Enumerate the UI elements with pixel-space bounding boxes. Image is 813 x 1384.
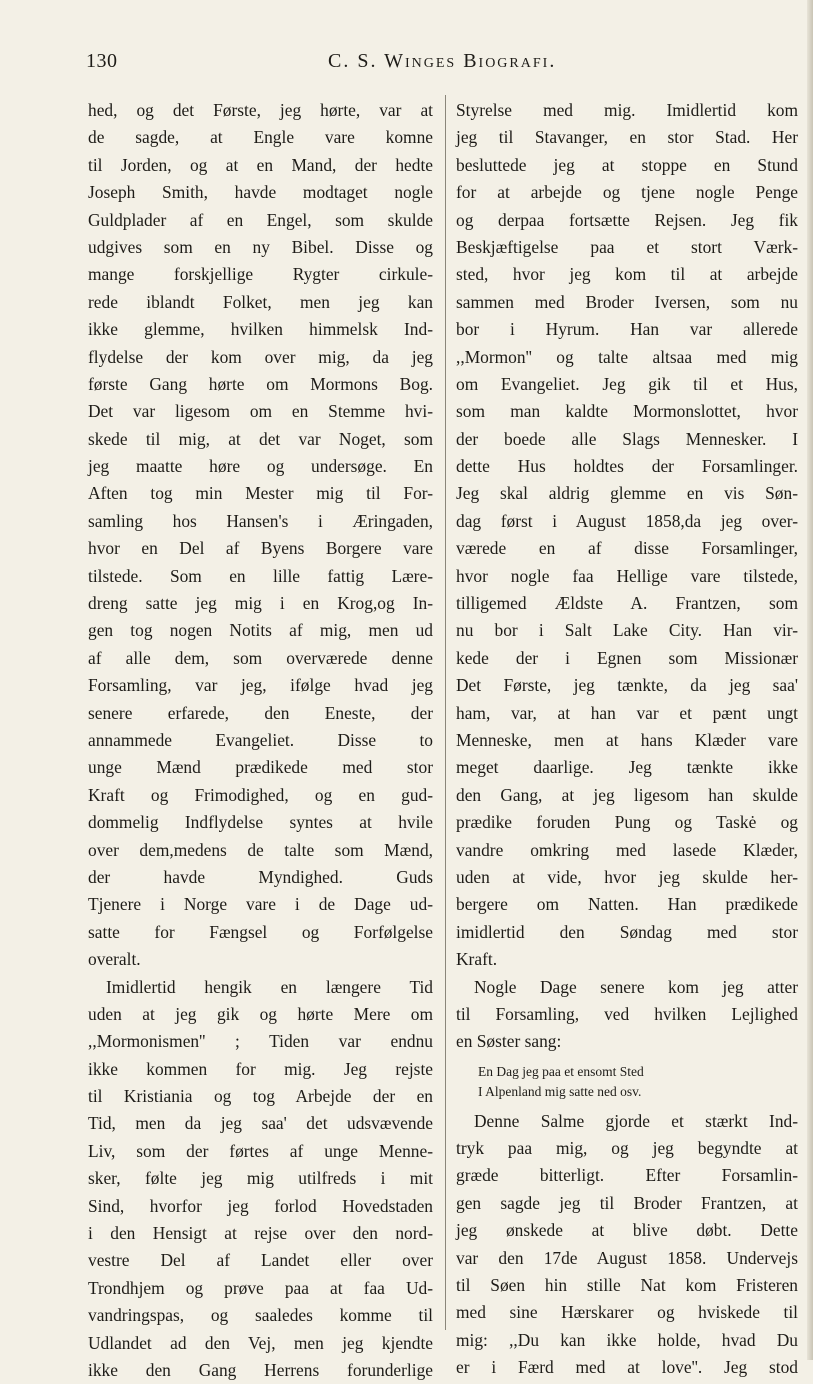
text-line: Udlandet ad den Vej, men jeg kjendte (88, 1332, 433, 1353)
text-line: annammede Evangeliet. Disse to (88, 729, 433, 750)
text-line: mig: ,,Du kan ikke holde, hvad Du (456, 1329, 798, 1350)
text-line: vandre omkring med lasede Klæder, (456, 839, 798, 860)
text-line: hvor nogle faa Hellige vare tilstede, (456, 565, 798, 586)
text-line: Aften tog min Mester mig til For- (88, 483, 433, 504)
text-line: Styrelse med mig. Imidlertid kom (456, 100, 798, 120)
text-line: græde bitterligt. Efter Forsamlin- (456, 1165, 798, 1186)
text-line: den Gang, at jeg ligesom han skulde (456, 784, 798, 805)
text-line: ham, var, at han var et pænt ungt (456, 702, 798, 723)
paragraph-end-line: en Søster sang: (456, 1031, 562, 1052)
text-line: om Evangeliet. Jeg gik til et Hus, (456, 373, 798, 394)
text-line: hvor en Del af Byens Borgere vare (88, 538, 433, 559)
text-line: var den 17de August 1858. Undervejs (456, 1247, 798, 1268)
text-line: af alle dem, som overværede denne (88, 647, 433, 668)
text-line: Forsamling, var jeg, ifølge hvad jeg (88, 675, 433, 696)
text-line: Menneske, men at hans Klæder vare (456, 729, 798, 750)
text-line: Trondhjem og prøve paa at faa Ud- (88, 1277, 433, 1298)
text-line: dag først i August 1858,da jeg over- (456, 510, 798, 531)
text-line: Det var ligesom om en Stemme hvi- (88, 401, 433, 422)
left-text-column (88, 97, 433, 1384)
text-line: Beskjæftigelse paa et stort Værk- (456, 236, 798, 257)
text-line: unge Mænd prædikede med stor (88, 757, 433, 778)
verse-line: En Dag jeg paa et ensomt Sted (478, 1063, 644, 1079)
text-line: uden at jeg gik og hørte Mere om (88, 1003, 433, 1024)
text-line: uden at vide, hvor jeg skulde her- (456, 866, 798, 887)
text-line: Guldplader af en Engel, som skulde (88, 209, 433, 230)
text-line: gen sagde jeg til Broder Frantzen, at (456, 1192, 798, 1213)
text-line: Kraft og Frimodighed, og en gud- (88, 784, 433, 805)
text-line: de sagde, at Engle vare komne (88, 127, 433, 148)
text-line: ikke glemme, hvilken himmelsk Ind- (88, 319, 433, 340)
column-divider (445, 95, 446, 1330)
text-line: dreng satte jeg mig i en Krog,og In- (88, 593, 433, 614)
text-line: bergere om Natten. Han prædikede (456, 894, 798, 915)
text-line: Sind, hvorfor jeg forlod Hovedstaden (88, 1195, 433, 1216)
text-line: vestre Del af Landet eller over (88, 1250, 433, 1271)
text-line: og derpaa fortsætte Rejsen. Jeg fik (456, 209, 798, 230)
text-line: som man kaldte Mormonslottet, hvor (456, 401, 798, 422)
page-edge-shadow (807, 0, 813, 1360)
text-line: sammen med Broder Iversen, som nu (456, 291, 798, 312)
paragraph-start-line: Imidlertid hengik en længere Tid (106, 976, 433, 997)
text-line: nu bor i Salt Lake City. Han vir- (456, 620, 798, 641)
text-line: Liv, som der førtes af unge Menne- (88, 1140, 433, 1161)
page-number: 130 (86, 50, 118, 72)
text-line: jeg til Stavanger, en stor Stad. Her (456, 127, 798, 148)
text-line: til Kristiania og tog Arbejde der en (88, 1086, 433, 1107)
text-line: i den Hensigt at rejse over den nord- (88, 1223, 433, 1244)
text-line: hed, og det Første, jeg hørte, var at (88, 100, 433, 120)
text-line: ,,Mormon'' og talte altsaa med mig (456, 346, 798, 367)
text-line: meget daarlige. Jeg tænkte ikke (456, 757, 798, 778)
running-title: C. S. Winges Biografi. (328, 50, 557, 72)
paragraph-end-line: overalt. (88, 949, 141, 970)
verse-line: I Alpenland mig satte ned osv. (478, 1083, 642, 1099)
text-line: med sine Hærskarer og hviskede til (456, 1302, 798, 1323)
text-line: der boede alle Slags Mennesker. I (456, 428, 798, 449)
text-line: Tjenere i Norge vare i de Dage ud- (88, 894, 433, 915)
text-line: sted, hvor jeg kom til at arbejde (456, 264, 798, 285)
text-line: til Søen hin stille Nat kom Fristeren (456, 1275, 798, 1296)
text-line: dette Hus holdtes der Forsamlinger. (456, 456, 798, 477)
text-line: gen tog nogen Notits af mig, men ud (88, 620, 433, 641)
text-line: flydelse der kom over mig, da jeg (88, 346, 433, 367)
text-line: ,,Mormonismen'' ; Tiden var endnu (88, 1031, 433, 1052)
text-line: ikke kommen for mig. Jeg rejste (88, 1058, 433, 1079)
text-line: Jeg skal aldrig glemme en vis Søn- (456, 483, 798, 504)
text-line: der havde Myndighed. Guds (88, 866, 433, 887)
text-line: over dem,medens de talte som Mænd, (88, 839, 433, 860)
text-line: udgives som en ny Bibel. Disse og (88, 236, 433, 257)
text-line: til Forsamling, ved hvilken Lejlighed (456, 1003, 798, 1024)
text-line: vandringspas, og saaledes komme til (88, 1305, 433, 1326)
text-line: ikke den Gang Herrens forunderlige (88, 1359, 433, 1380)
right-text-column (456, 97, 798, 1382)
text-line: senere erfarede, den Eneste, der (88, 702, 433, 723)
text-line: jeg ønskede at blive døbt. Dette (456, 1220, 798, 1241)
text-line: tryk paa mig, og jeg begyndte at (456, 1138, 798, 1159)
text-line: skede til mig, at det var Noget, som (88, 428, 433, 449)
text-line: samling hos Hansen's i Æringaden, (88, 510, 433, 531)
text-line: sker, følte jeg mig utilfreds i mit (88, 1168, 433, 1189)
text-line: prædike foruden Pung og Taskė og (456, 812, 798, 833)
text-line: Tid, men da jeg saa' det udsvævende (88, 1113, 433, 1134)
text-line: rede iblandt Folket, men jeg kan (88, 291, 433, 312)
text-line: dommelig Indflydelse syntes at hvile (88, 812, 433, 833)
paragraph-start-line: Denne Salme gjorde et stærkt Ind- (474, 1110, 798, 1131)
page-header (80, 48, 748, 78)
text-line: tilstede. Som en lille fattig Lære- (88, 565, 433, 586)
text-line: besluttede jeg at stoppe en Stund (456, 154, 798, 175)
text-line: tilligemed Ældste A. Frantzen, som (456, 593, 798, 614)
text-line: jeg maatte høre og undersøge. En (88, 456, 433, 477)
text-line: satte for Fængsel og Forfølgelse (88, 921, 433, 942)
text-line: bor i Hyrum. Han var allerede (456, 319, 798, 340)
text-line: værede en af disse Forsamlinger, (456, 538, 798, 559)
text-line: imidlertid den Søndag med stor (456, 921, 798, 942)
text-line: Joseph Smith, havde modtaget nogle (88, 182, 433, 203)
text-line: kede der i Egnen som Missionær (456, 647, 798, 668)
text-line: Det Første, jeg tænkte, da jeg saa' (456, 675, 798, 696)
text-line: er i Færd med at love''. Jeg stod (456, 1357, 798, 1378)
text-line: første Gang hørte om Mormons Bog. (88, 373, 433, 394)
paragraph-end-line: Kraft. (456, 949, 498, 970)
text-line: mange forskjellige Rygter cirkule- (88, 264, 433, 285)
paragraph-start-line: Nogle Dage senere kom jeg atter (474, 976, 798, 997)
text-line: for at arbejde og tjene nogle Penge (456, 182, 798, 203)
text-line: til Jorden, og at en Mand, der hedte (88, 154, 433, 175)
